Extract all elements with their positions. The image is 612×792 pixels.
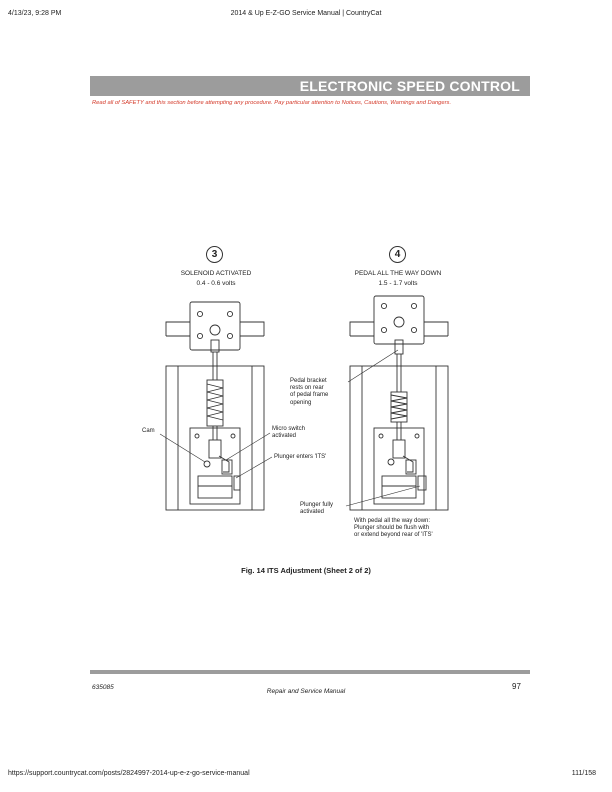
callout-micro-switch [272, 426, 305, 440]
safety-notice: Read all of SAFETY and this section before attempting any procedure. Pay particular attention to Notices, Cautions, Warnings and Dangers. [92, 100, 452, 106]
right-assembly [350, 296, 448, 510]
step-3-voltage: 0.4 - 0.6 volts [196, 280, 236, 287]
callout-pedal-bracket-line3: of pedal frame [290, 392, 329, 399]
step-3-circle: 3 [206, 246, 223, 263]
step-4-voltage: 1.5 - 1.7 volts [378, 280, 418, 287]
footer-doc-number: 635085 [92, 684, 114, 691]
footer-page-number: 97 [512, 682, 521, 691]
step-3-title: SOLENOID ACTIVATED [180, 270, 252, 277]
callout-micro-switch-line2: activated [272, 433, 297, 440]
step-4-circle: 4 [389, 246, 406, 263]
section-title: ELECTRONIC SPEED CONTROL [299, 78, 520, 94]
print-url: https://support.countrycat.com/posts/2824997-2014-up-e-z-go-service-manual [8, 770, 250, 777]
callout-with-pedal-line1: With pedal all the way down: [354, 518, 431, 524]
print-page-count: 111/158 [571, 770, 596, 777]
callout-plunger-fully [300, 502, 333, 516]
callout-pedal-bracket-line1: Pedal bracket [290, 378, 327, 384]
callout-pedal-bracket [290, 378, 328, 407]
browser-print-footer [0, 770, 612, 782]
footer-rule [90, 670, 530, 674]
callout-with-pedal-line2: Plunger should be flush with [354, 525, 430, 532]
figure-caption: Fig. 14 ITS Adjustment (Sheet 2 of 2) [241, 566, 371, 575]
callout-pedal-bracket-line2: rests on rear [290, 385, 324, 392]
print-page-title: 2014 & Up E-Z-GO Service Manual | CountryCat [230, 10, 382, 17]
callout-plunger-fully-line1: Plunger fully [300, 502, 334, 508]
callout-cam: Cam [142, 428, 155, 434]
callout-micro-switch-line1: Micro switch [272, 426, 306, 432]
print-datetime: 4/13/23, 9:28 PM [8, 10, 62, 17]
step-4-title: PEDAL ALL THE WAY DOWN [354, 270, 442, 277]
footer-manual-title: Repair and Service Manual [266, 688, 346, 695]
callout-with-pedal-line3: or extend beyond rear of 'ITS' [354, 532, 433, 539]
callout-with-pedal [354, 518, 433, 540]
callout-plunger-enters: Plunger enters 'ITS' [274, 454, 327, 460]
callout-plunger-fully-line2: activated [300, 509, 325, 516]
callout-pedal-bracket-line4: opening [290, 399, 312, 406]
left-assembly [166, 302, 264, 510]
